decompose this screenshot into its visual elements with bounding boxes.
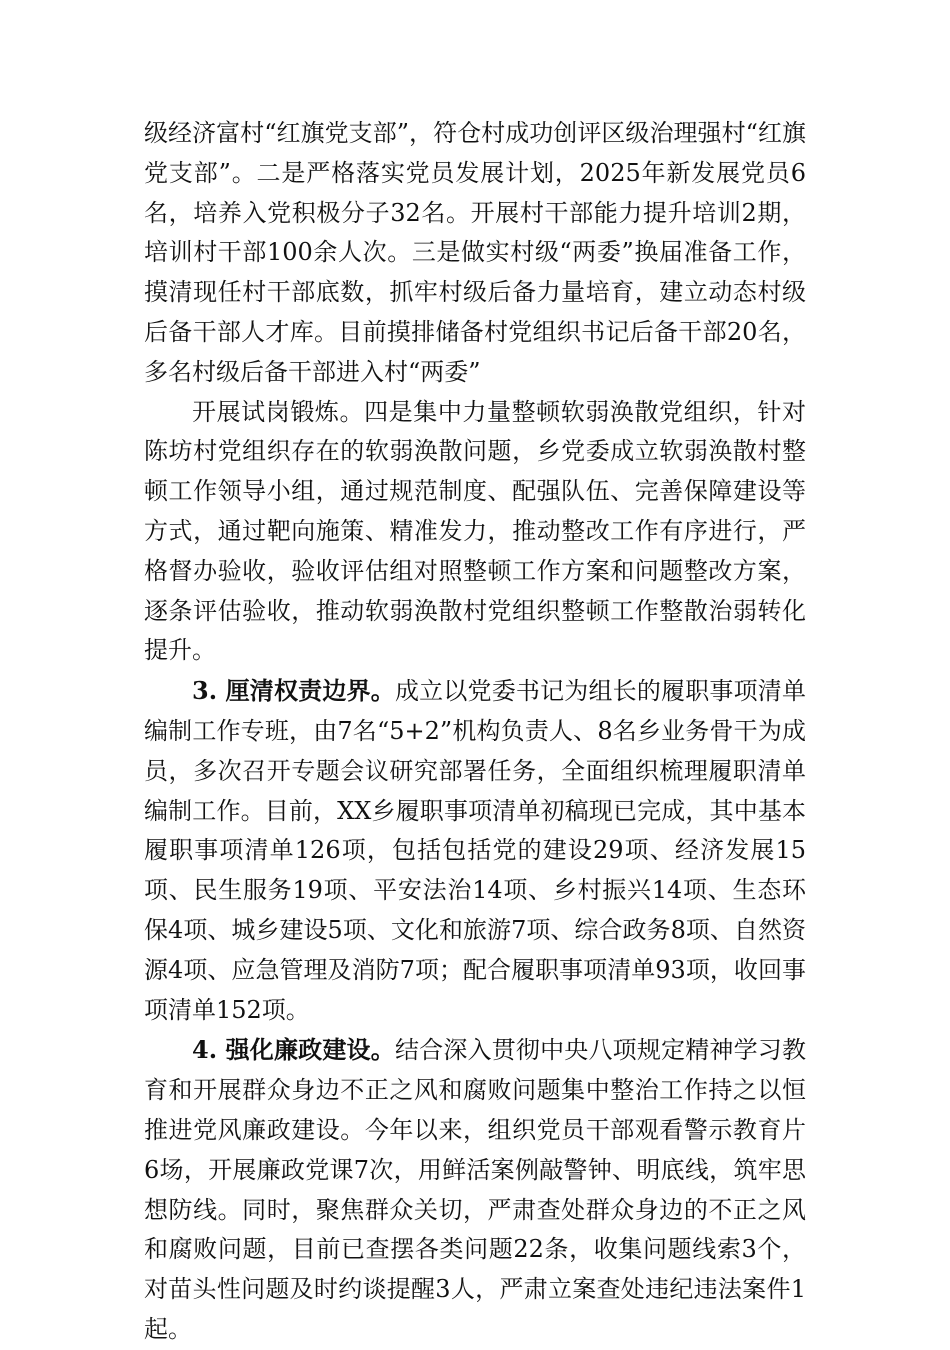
section-4-heading: 4. 强化廉政建设。 xyxy=(192,1035,395,1065)
section-3-heading: 3. 厘清权责边界。 xyxy=(192,676,395,706)
document-page xyxy=(144,114,806,1350)
paragraph-1 xyxy=(144,114,806,393)
paragraph-3 xyxy=(144,671,806,1030)
paragraph-1-text: 级经济富村“红旗党支部”，符仓村成功创评区级治理强村“红旗党支部”。二是严格落实党员发展计划，2025年新发展党员6名，培养入党积极分子32名。开展村干部能力提升培训2期，培训村干部100余人次。三是做实村级“两委”换届准备工作，摸清现任村干部底数，抓牢村级后备力量培育，建立动态村级后备干部人才库。目前摸排储备村党组织书记后备干部20名，多名村级后备干部进入村“两委” xyxy=(144,119,806,386)
paragraph-2 xyxy=(144,393,806,672)
paragraph-4 xyxy=(144,1030,806,1349)
paragraph-2-text: 开展试岗锻炼。四是集中力量整顿软弱涣散党组织，针对陈坊村党组织存在的软弱涣散问题，乡党委成立软弱涣散村整顿工作领导小组，通过规范制度、配强队伍、完善保障建设等方式，通过靶向施策、精准发力，推动整改工作有序进行，严格督办验收，验收评估组对照整顿工作方案和问题整改方案，逐条评估验收，推动软弱涣散村党组织整顿工作整散治弱转化提升。 xyxy=(144,397,806,665)
paragraph-4-text: 结合深入贯彻中央八项规定精神学习教育和开展群众身边不正之风和腐败问题集中整治工作持之以恒推进党风廉政建设。今年以来，组织党员干部观看警示教育片6场，开展廉政党课7次，用鲜活案例敲警钟、明底线，筑牢思想防线。同时，聚焦群众关切，严肃查处群众身边的不正之风和腐败问题，目前已查摆各类问题22条，收集问题线索3个，对苗头性问题及时约谈提醒3人，严肃立案查处违纪违法案件1起。 xyxy=(144,1036,806,1343)
paragraph-3-text: 成立以党委书记为组长的履职事项清单编制工作专班，由7名“5+2”机构负责人、8名乡业务骨干为成员，多次召开专题会议研究部署任务，全面组织梳理履职清单编制工作。目前，XX乡履职事项清单初稿现已完成，其中基本履职事项清单126项，包括包括党的建设29项、经济发展15项、民生服务19项、平安法治14项、乡村振兴14项、生态环保4项、城乡建设5项、文化和旅游7项、综合政务8项、自然资源4项、应急管理及消防7项；配合履职事项清单93项，收回事项清单152项。 xyxy=(144,677,806,1024)
